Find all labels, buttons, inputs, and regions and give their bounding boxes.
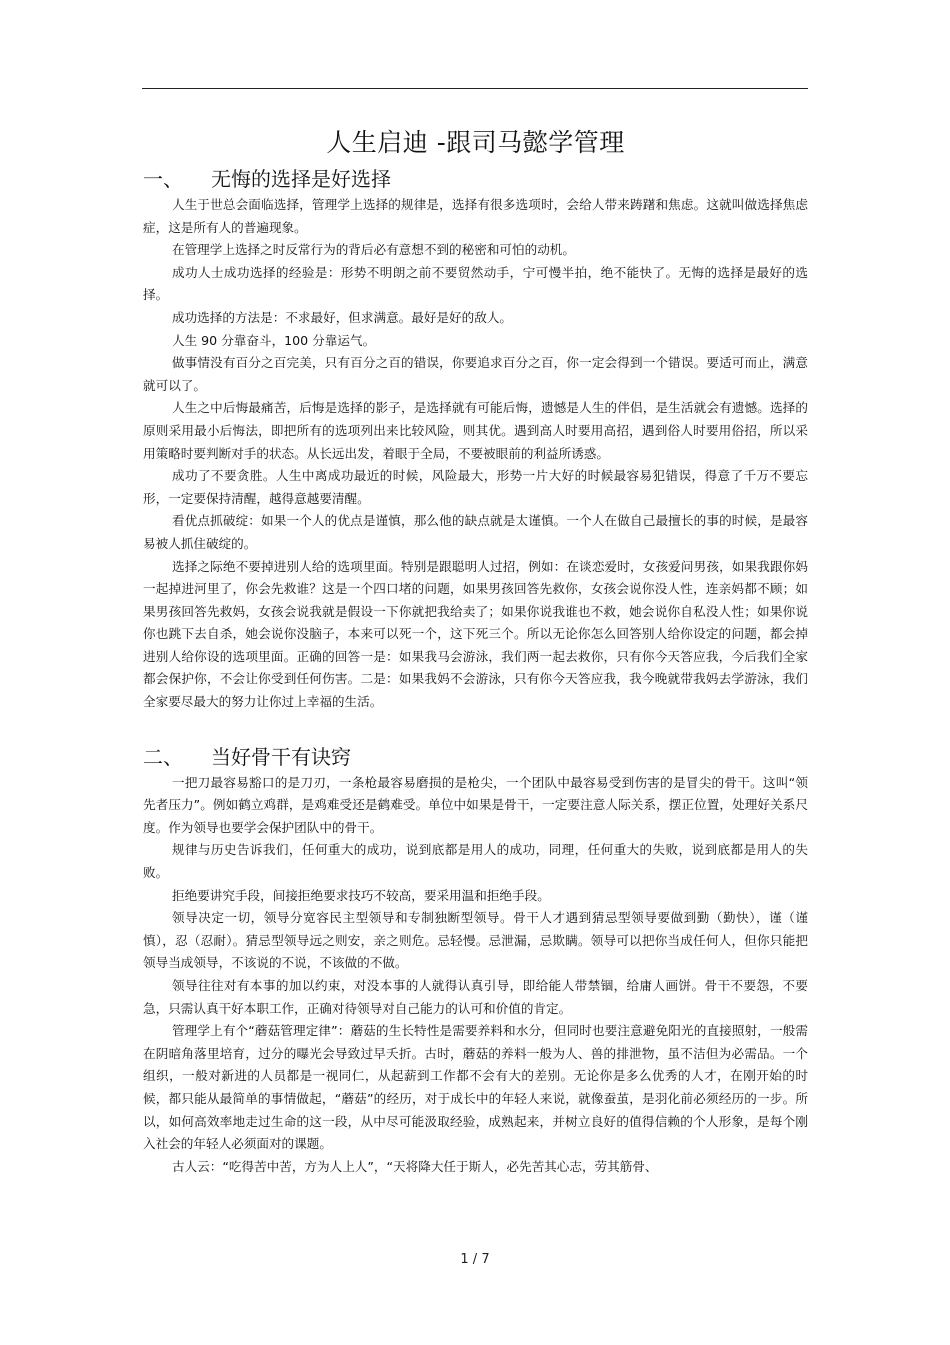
section-heading <box>143 742 808 772</box>
paragraph: 领导往往对有本事的加以约束，对没本事的人就得认真引导，即给能人带禁锢，给庸人画饼。骨干不要怨，不要急，只需认真干好本职工作，正确对待领导对自己能力的认可和价值的肯定。 <box>143 978 808 1016</box>
paragraph: 选择之际绝不要掉进别人给的选项里面。特别是跟聪明人过招，例如：在谈恋爱时，女孩爱问男孩，如果我跟你妈一起掉进河里了，你会先救谁？这是一个四口堵的问题，如果男孩回答先救你，女孩会说你没人性，连亲妈都不顾；如果男孩回答先救妈，女孩会说我就是假设一下你就把我给卖了；如果你说我谁也不救，她会说你自私没人性；如果你说你也跳下去自杀，她会说你没脑子，本来可以死一个，这下死三个。所以无论你怎么回答别人给你设定的问题，都会掉进别人给你设的选项里面。正确的回答一是：如果我马会游泳，我们两一起去救你，只有你今天答应我，今后我们全家都会保护你，不会让你受到任何伤害。二是：如果我妈不会游泳，只有你今天答应我，我今晚就带我妈去学游泳，我们全家要尽最大的努力让你过上幸福的生活。 <box>143 558 808 710</box>
section-1 <box>143 164 808 714</box>
paragraph: 管理学上有个“蘑菇管理定律”：蘑菇的生长特性是需要养料和水分，但同时也要注意避免阳光的直接照射，一般需在阴暗角落里培育，过分的曝光会导致过早夭折。古时，蘑菇的养料一般为人、兽的排泄物，虽不洁但为必需品。一个组织，一般对新进的人员都是一视同仁，从起薪到工作都不会有大的差别。无论你是多么优秀的人才，在刚开始的时候，都只能从最简单的事情做起，“蘑菇”的经历，对于成长中的年轻人来说，就像蚕茧，是羽化前必须经历的一步。所以，如何高效率地走过生命的这一段，从中尽可能汲取经验，成熟起来，并树立良好的值得信赖的个人形象，是每个刚入社会的年轻人必须面对的课题。 <box>143 1023 808 1152</box>
paragraph: 人生 90 分靠奋斗，100 分靠运气。 <box>171 332 376 348</box>
section-2 <box>143 742 808 1179</box>
paragraph: 做事情没有百分之百完美，只有百分之百的错误，你要追求百分之百，你一定会得到一个错误。要适可而止，满意就可以了。 <box>143 355 808 393</box>
paragraph: 人生于世总会面临选择，管理学上选择的规律是，选择有很多选项时，会给人带来踌躇和焦虑。这就叫做选择焦虑症，这是所有人的普遍现象。 <box>143 197 808 235</box>
section-number: 一、 <box>143 167 183 191</box>
paragraph: 人生之中后悔最痛苦，后悔是选择的影子，是选择就有可能后悔，遗憾是人生的伴侣，是生活就会有遗憾。选择的原则采用最小后悔法，即把所有的选项列出来比较风险，则其优。遇到高人时要用高招，遇到俗人时要用俗招，所以采用策略时要判断对手的状态。从长远出发，着眼于全局，不要被眼前的利益所诱惑。 <box>143 400 808 461</box>
paragraph: 规律与历史告诉我们，任何重大的成功，说到底都是用人的成功，同理，任何重大的失败，说到底都是用人的失败。 <box>143 842 808 881</box>
paragraph: 领导决定一切，领导分宽容民主型领导和专制独断型领导。骨干人才遇到猜忌型领导要做到勤（勤快），谨（谨慎），忍（忍耐）。猜忌型领导远之则安，亲之则危。忌轻慢。忌泄漏，忌欺瞒。领导可以把你当成任何人，但你只能把领导当成领导，不该说的不说，不该做的不做。 <box>143 910 808 971</box>
paragraph: 看优点抓破绽：如果一个人的优点是谨慎，那么他的缺点就是太谨慎。一个人在做自己最擅长的事的时候，是最容易被人抓住破绽的。 <box>143 513 808 551</box>
section-number: 二、 <box>143 744 183 769</box>
document-body <box>143 124 808 1178</box>
header-rule <box>142 88 808 89</box>
section-gap <box>143 714 808 742</box>
section-title: 当好骨干有诀窍 <box>211 744 351 769</box>
paragraph: 成功了不要贪胜。人生中离成功最近的时候，风险最大，形势一片大好的时候最容易犯错误，得意了千万不要忘形，一定要保持清醒，越得意越要清醒。 <box>143 468 808 506</box>
paragraph: 成功人士成功选择的经验是：形势不明朗之前不要贸然动手，宁可慢半拍，绝不能快了。无悔的选择是最好的选择。 <box>143 264 808 303</box>
paragraph: 在管理学上选择之时反常行为的背后必有意想不到的秘密和可怕的动机。 <box>171 242 575 258</box>
section-title: 无悔的选择是好选择 <box>211 167 391 191</box>
document-title: 人生启迪 -跟司马懿学管理 <box>326 128 625 157</box>
paragraph: 一把刀最容易豁口的是刀刃，一条枪最容易磨损的是枪尖，一个团队中最容易受到伤害的是冒尖的骨干。这叫“领先者压力”。例如鹤立鸡群，是鸡难受还是鹤难受。单位中如果是骨干，一定要注意人际关系，摆正位置，处理好关系尺度。作为领导也要学会保护团队中的骨干。 <box>143 774 808 835</box>
paragraph: 成功选择的方法是：不求最好，但求满意。最好是好的敌人。 <box>171 309 512 325</box>
paragraph: 拒绝要讲究手段，间接拒绝要求技巧不较高，要采用温和拒绝手段。 <box>171 887 550 903</box>
paragraph: 古人云：“吃得苦中苦，方为人上人”，“天将降大任于斯人，必先苦其心志，劳其筋骨、 <box>171 1158 658 1174</box>
page-number: 1 / 7 <box>460 1252 490 1267</box>
section-heading <box>143 164 808 194</box>
